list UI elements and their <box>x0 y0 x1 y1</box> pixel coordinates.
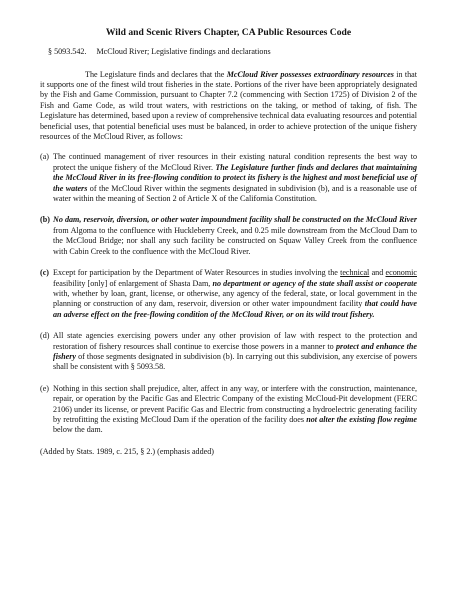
subdivision-text: The continued management of river resources in their existing natural condition represents the best way to protect the unique fishery of the McCloud River. The Legislature further finds and declares that maintaining the McCloud River in its free-flowing condition to protect its fishery is the highest and most beneficial use of the waters of the McCloud River within the segments designated in subdivision (b), and is a reasonable use of water within the meaning of Section 2 of Article X of the California Constitution. <box>53 152 417 204</box>
emphasis: McCloud River possesses extraordinary resources <box>226 69 394 79</box>
subdivision-text: Except for participation by the Department of Water Resources in studies involving the technical and economic feasibility [only] of enlargement of Shasta Dam, no department or agency of the state shall assist or cooperate with, whether by loan, grant, license, or otherwise, any agency of the federal, state, or local government in the planning or construction of any dam, reservoir, diversion or other water impoundment facility that could have an adverse effect on the free-flowing condition of the McCloud River, or on its wild trout fishery. <box>53 268 417 319</box>
underlined-text: technical <box>340 268 370 278</box>
subdivision-text: No dam, reservoir, diversion, or other water impoundment facility shall be constructed on the McCloud River from Algoma to the confluence with Huckleberry Creek, and 0.25 mile downstream from the McCloud Dam to the McCloud Bridge; nor shall any such facility be constructed on Squaw Valley Creek from the confluence with Cabin Creek to the confluence with the McCloud River. <box>53 215 417 256</box>
section-number: § 5093.542. <box>48 47 87 56</box>
document-title: Wild and Scenic Rivers Chapter, CA Public Resources Code <box>105 27 352 38</box>
citation-footer: (Added by Stats. 1989, c. 215, § 2.) (emphasis added) <box>40 446 214 456</box>
section-header <box>48 47 417 58</box>
subdivision-label: (e) <box>40 383 49 393</box>
subdivision-b <box>40 215 417 257</box>
emphasis: protect and enhance the fishery <box>53 341 417 361</box>
underlined-text: economic <box>385 268 417 278</box>
emphasis: No dam, reservoir, diversion, or other water impoundment facility shall be constructed on the McCloud River <box>53 215 417 225</box>
subdivision-e <box>40 384 417 436</box>
section-heading: McCloud River; Legislative findings and declarations <box>96 47 271 56</box>
intro-paragraph: The Legislature finds and declares that the McCloud River possesses extraordinary resources in that it supports one of the finest wild trout fisheries in the state. Portions of the river have been appropriately designated by the Fish and Game Commission, pursuant to Chapter 7.2 (commencing with Section 1725) of Division 2 of the Fish and Game Code, as wild trout waters, with restrictions on the taking, or method of taking, of fish. The Legislature has determined, based upon a review of comprehensive technical data evaluating resources and potential beneficial uses, that potential beneficial uses must be balanced, in order to achieve protection of the unique fishery resources of the McCloud River, as follows: <box>40 69 418 142</box>
subdivision-c <box>40 268 417 320</box>
subdivision-d <box>40 331 417 373</box>
emphasis: The Legislature further finds and declares that maintaining the McCloud River in its free-flowing condition to protect its fishery is the highest and most beneficial use of the waters <box>53 162 417 193</box>
emphasis: no department or agency of the state shall assist or cooperate <box>212 278 417 288</box>
emphasis: that could have an adverse effect on the free-flowing condition of the McCloud River, or on its wild trout fishery. <box>53 299 417 319</box>
subdivision-label: (c) <box>40 268 49 278</box>
emphasis: not alter the existing flow regime <box>306 414 417 424</box>
subdivision-label: (d) <box>40 331 50 341</box>
subdivision-label: (b) <box>40 215 50 225</box>
subdivision-a <box>40 152 417 204</box>
subdivision-text: Nothing in this section shall prejudice, alter, affect in any way, or interfere with the construction, maintenance, repair, or operation by the Pacific Gas and Electric Company of the existing McCloud-Pit development (FERC 2106) under its license, or prevent Pacific Gas and Electric from constructing a hydroelectric generating facility by retrofitting the existing McCloud Dam if the operation of the facility does not alter the existing flow regime below the dam. <box>53 383 417 435</box>
subdivision-label: (a) <box>40 152 49 162</box>
subdivision-text: All state agencies exercising powers under any other provision of law with respect to the protection and restoration of fishery resources shall continue to exercise those powers in a manner to protect and enhance the fishery of those segments designated in subdivision (b). In carrying out this subdivision, any exercise of powers shall be consistent with § 5093.58. <box>53 331 417 372</box>
